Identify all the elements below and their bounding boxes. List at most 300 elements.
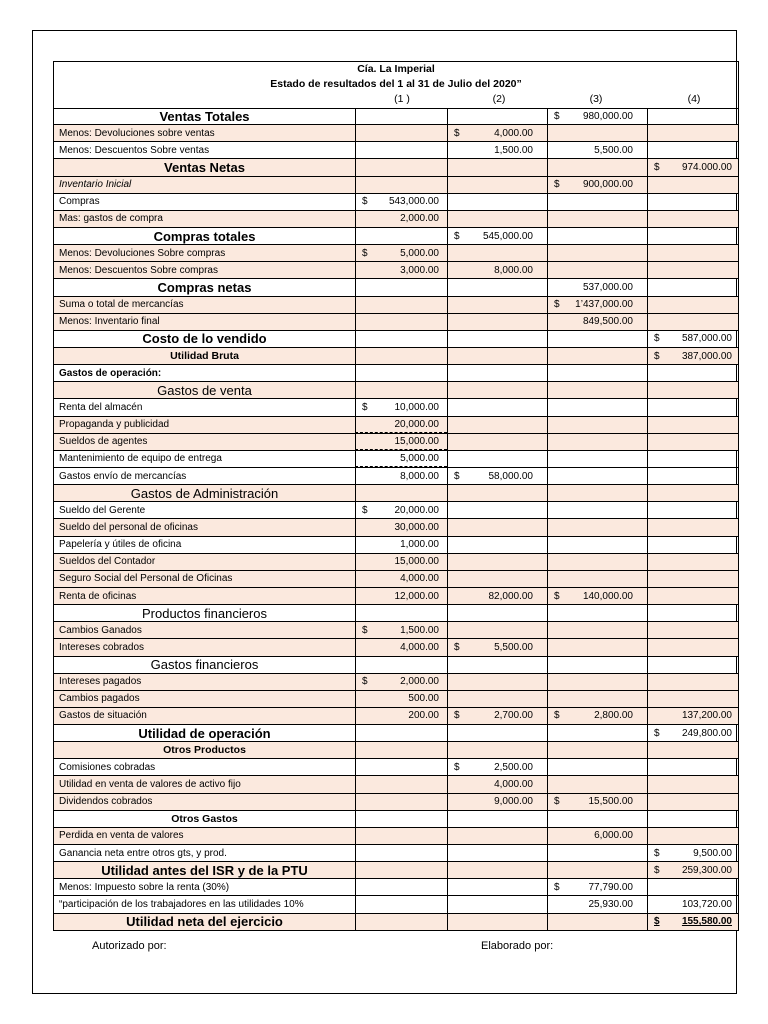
amount-cell-c4 [647,571,739,587]
row-label: “participación de los trabajadores en las utilidades 10% [53,896,355,912]
amount-cell-c3 [547,742,647,758]
amount-value: 25,930.00 [588,899,633,911]
amount-value: 1’437,000.00 [575,299,633,311]
row-label: Menos: Devoluciones sobre ventas [53,125,355,141]
row-label: Gastos de operación: [53,365,355,381]
amount-cell-c1 [355,862,447,878]
amount-cell-c2 [447,828,547,844]
table-row [53,639,739,656]
amount-cell-c2 [447,862,547,878]
table-row [53,862,739,879]
row-label: Renta del almacén [53,399,355,415]
currency-symbol: $ [454,470,460,482]
amount-cell-c4 [647,914,739,930]
currency-symbol: $ [362,401,368,413]
amount-cell-c4 [647,262,739,278]
row-label: Inventario Inicial [53,177,355,193]
table-row [53,519,739,536]
amount-cell-c2 [447,245,547,261]
amount-cell-c2 [447,485,547,501]
amount-cell-c1 [355,348,447,364]
table-row [53,605,739,622]
amount-cell-c3 [547,691,647,707]
row-label: Intereses cobrados [53,639,355,655]
amount-cell-c4 [647,125,739,141]
table-row [53,228,739,245]
amount-cell-c2 [447,811,547,827]
amount-cell-c2 [447,742,547,758]
amount-value: 20,000.00 [394,504,439,516]
amount-cell-c1 [355,742,447,758]
amount-cell-c3 [547,314,647,330]
table-row [53,794,739,811]
amount-cell-c3 [547,862,647,878]
income-statement [53,61,739,931]
amount-cell-c1 [355,828,447,844]
amount-cell-c1 [355,725,447,741]
amount-value: 974.000.00 [681,161,732,173]
amount-cell-c2 [447,639,547,655]
amount-cell-c2 [447,262,547,278]
row-label: Gastos envío de mercancías [53,468,355,484]
amount-cell-c2 [447,382,547,398]
amount-value: 500.00 [408,693,439,705]
table-row [53,674,739,691]
amount-cell-c1 [355,399,447,415]
amount-cell-c2 [447,537,547,553]
amount-cell-c4 [647,245,739,261]
amount-cell-c2 [447,571,547,587]
amount-cell-c4 [647,142,739,158]
amount-value: 900,000.00 [582,179,633,191]
table-row [53,571,739,588]
amount-cell-c1 [355,314,447,330]
amount-cell-c3 [547,657,647,673]
amount-value: 537,000.00 [582,281,633,293]
amount-value: 387,000.00 [681,350,732,362]
currency-symbol: $ [654,161,660,173]
amount-cell-c4 [647,622,739,638]
amount-cell-c1 [355,622,447,638]
amount-cell-c3 [547,896,647,912]
table-row [53,537,739,554]
amount-cell-c1 [355,776,447,792]
amount-cell-c1 [355,794,447,810]
currency-symbol: $ [362,504,368,516]
amount-cell-c3 [547,725,647,741]
row-label: Sueldos de agentes [53,434,355,450]
amount-cell-c2 [447,331,547,347]
amount-cell-c3 [547,485,647,501]
amount-cell-c4 [647,537,739,553]
amount-value: 58,000.00 [488,470,533,482]
amount-cell-c1 [355,159,447,175]
amount-cell-c2 [447,725,547,741]
amount-cell-c2 [447,708,547,724]
amount-cell-c4 [647,177,739,193]
table-row [53,588,739,605]
table-row [53,485,739,502]
amount-cell-c3 [547,794,647,810]
table-row [53,331,739,348]
amount-cell-c1 [355,914,447,930]
amount-cell-c2 [447,297,547,313]
amount-cell-c4 [647,708,739,724]
amount-cell-c1 [355,502,447,518]
row-label: Utilidad antes del ISR y de la PTU [53,862,355,878]
table-row [53,434,739,451]
row-label: Otros Productos [53,742,355,758]
amount-cell-c4 [647,794,739,810]
amount-value: 3,000.00 [400,264,439,276]
table-row [53,159,739,176]
amount-cell-c3 [547,297,647,313]
amount-cell-c2 [447,125,547,141]
amount-cell-c3 [547,776,647,792]
amount-cell-c1 [355,468,447,484]
amount-cell-c2 [447,142,547,158]
amount-value: 4,000.00 [400,641,439,653]
amount-value: 1,500.00 [400,624,439,636]
row-label: Ventas Totales [53,109,355,124]
amount-value: 5,000.00 [400,452,439,464]
amount-value: 545,000.00 [482,230,533,242]
amount-cell-c4 [647,279,739,295]
amount-value: 980,000.00 [582,111,633,123]
amount-cell-c4 [647,502,739,518]
row-label: Compras totales [53,228,355,244]
amount-cell-c4 [647,382,739,398]
amount-cell-c2 [447,451,547,467]
amount-cell-c4 [647,417,739,433]
table-row [53,108,739,125]
currency-symbol: $ [362,196,368,208]
amount-value: 4,000.00 [494,779,533,791]
amount-cell-c1 [355,434,447,450]
amount-cell-c2 [447,399,547,415]
row-label: Sueldo del personal de oficinas [53,519,355,535]
amount-cell-c3 [547,399,647,415]
prepared-by: Elaborado por: [481,940,554,952]
amount-cell-c3 [547,605,647,621]
amount-cell-c2 [447,657,547,673]
currency-symbol: $ [362,247,368,259]
row-label: Sueldo del Gerente [53,502,355,518]
amount-cell-c4 [647,862,739,878]
currency-symbol: $ [654,350,660,362]
amount-cell-c4 [647,434,739,450]
currency-symbol: $ [454,761,460,773]
currency-symbol: $ [454,230,460,242]
table-row [53,622,739,639]
amount-cell-c2 [447,605,547,621]
amount-cell-c1 [355,245,447,261]
column-2-header: (2) [492,93,506,105]
amount-cell-c1 [355,519,447,535]
amount-cell-c1 [355,451,447,467]
currency-symbol: $ [454,710,460,722]
table-row [53,262,739,279]
amount-cell-c3 [547,348,647,364]
amount-cell-c1 [355,177,447,193]
amount-value: 1,500.00 [494,144,533,156]
row-label: Mas: gastos de compra [53,211,355,227]
table-row [53,279,739,296]
currency-symbol: $ [554,590,560,602]
table-row [53,125,739,142]
table-row [53,365,739,382]
row-label: Propaganda y publicidad [53,417,355,433]
amount-value: 140,000.00 [582,590,633,602]
row-label: Dividendos cobrados [53,794,355,810]
amount-value: 1,000.00 [400,539,439,551]
amount-cell-c2 [447,159,547,175]
amount-cell-c2 [447,519,547,535]
amount-cell-c4 [647,348,739,364]
amount-cell-c4 [647,297,739,313]
amount-value: 9,500.00 [693,847,732,859]
amount-cell-c4 [647,742,739,758]
table-row [53,896,739,913]
amount-cell-c4 [647,725,739,741]
row-label: Gastos de Administración [53,485,355,501]
row-label: Menos: Inventario final [53,314,355,330]
amount-cell-c3 [547,382,647,398]
amount-value: 155,580.00 [681,916,732,928]
row-label: Productos financieros [53,605,355,621]
amount-cell-c1 [355,365,447,381]
row-label: Costo de lo vendido [53,331,355,347]
table-row [53,742,739,759]
amount-cell-c1 [355,228,447,244]
row-label: Seguro Social del Personal de Oficinas [53,571,355,587]
row-label: Gastos financieros [53,657,355,673]
row-label: Utilidad Bruta [53,348,355,364]
amount-cell-c1 [355,759,447,775]
amount-cell-c1 [355,554,447,570]
amount-cell-c4 [647,674,739,690]
amount-cell-c1 [355,845,447,861]
currency-symbol: $ [554,299,560,311]
amount-cell-c4 [647,879,739,895]
currency-symbol: $ [554,179,560,191]
amount-cell-c4 [647,896,739,912]
amount-cell-c1 [355,109,447,124]
currency-symbol: $ [554,111,560,123]
row-label: Gastos de situación [53,708,355,724]
currency-symbol: $ [454,641,460,653]
currency-symbol: $ [554,710,560,722]
amount-cell-c1 [355,674,447,690]
row-label: Renta de oficinas [53,588,355,604]
amount-value: 5,500.00 [494,641,533,653]
amount-value: 2,000.00 [400,213,439,225]
currency-symbol: $ [362,624,368,636]
amount-value: 6,000.00 [594,830,633,842]
amount-value: 5,500.00 [594,144,633,156]
row-label: Compras [53,194,355,210]
amount-cell-c1 [355,879,447,895]
amount-cell-c4 [647,588,739,604]
table-row [53,177,739,194]
table-row [53,314,739,331]
table-row [53,657,739,674]
amount-cell-c4 [647,194,739,210]
amount-cell-c3 [547,639,647,655]
column-1-header: (1 ) [394,93,410,105]
amount-value: 82,000.00 [488,590,533,602]
amount-cell-c2 [447,794,547,810]
amount-cell-c3 [547,571,647,587]
column-4-header: (4) [687,93,701,105]
table-row [53,776,739,793]
amount-cell-c4 [647,485,739,501]
amount-cell-c4 [647,691,739,707]
amount-value: 2,000.00 [400,676,439,688]
amount-value: 2,800.00 [594,710,633,722]
amount-value: 12,000.00 [394,590,439,602]
amount-value: 9,000.00 [494,796,533,808]
amount-value: 15,000.00 [394,556,439,568]
amount-cell-c2 [447,468,547,484]
column-3-header: (3) [589,93,603,105]
row-label: Menos: Impuesto sobre la renta (30%) [53,879,355,895]
company-name: Cía. La Imperial [357,63,435,75]
amount-cell-c3 [547,674,647,690]
row-label: Ventas Netas [53,159,355,175]
amount-value: 4,000.00 [494,127,533,139]
amount-cell-c3 [547,811,647,827]
amount-cell-c3 [547,537,647,553]
amount-cell-c3 [547,588,647,604]
amount-cell-c3 [547,228,647,244]
row-label: Compras netas [53,279,355,295]
table-row [53,382,739,399]
currency-symbol: $ [554,881,560,893]
amount-cell-c3 [547,708,647,724]
amount-cell-c2 [447,228,547,244]
amount-cell-c4 [647,845,739,861]
amount-cell-c2 [447,348,547,364]
row-label: Sueldos del Contador [53,554,355,570]
amount-value: 2,700.00 [494,710,533,722]
amount-cell-c1 [355,605,447,621]
amount-cell-c3 [547,177,647,193]
amount-cell-c2 [447,365,547,381]
amount-cell-c4 [647,228,739,244]
amount-cell-c2 [447,109,547,124]
amount-cell-c3 [547,417,647,433]
table-row [53,811,739,828]
amount-cell-c1 [355,708,447,724]
amount-cell-c4 [647,811,739,827]
row-label: Utilidad en venta de valores de activo fijo [53,776,355,792]
table-row [53,554,739,571]
table-row [53,417,739,434]
amount-cell-c2 [447,314,547,330]
row-label: Utilidad neta del ejercicio [53,914,355,930]
row-label: Menos: Devoluciones Sobre compras [53,245,355,261]
amount-cell-c1 [355,896,447,912]
amount-cell-c4 [647,639,739,655]
amount-cell-c1 [355,194,447,210]
row-label: Perdida en venta de valores [53,828,355,844]
amount-value: 77,790.00 [588,881,633,893]
amount-cell-c4 [647,109,739,124]
currency-symbol: $ [554,796,560,808]
amount-value: 2,500.00 [494,761,533,773]
amount-cell-c2 [447,434,547,450]
amount-value: 5,000.00 [400,247,439,259]
amount-cell-c1 [355,485,447,501]
currency-symbol: $ [362,676,368,688]
amount-value: 137,200.00 [681,710,732,722]
amount-cell-c1 [355,142,447,158]
amount-cell-c4 [647,399,739,415]
amount-cell-c3 [547,845,647,861]
amount-cell-c2 [447,622,547,638]
amount-cell-c3 [547,451,647,467]
row-label: Cambios pagados [53,691,355,707]
amount-cell-c4 [647,605,739,621]
amount-cell-c3 [547,159,647,175]
table-row [53,468,739,485]
amount-cell-c2 [447,674,547,690]
amount-cell-c3 [547,125,647,141]
amount-cell-c1 [355,297,447,313]
amount-cell-c4 [647,314,739,330]
amount-cell-c2 [447,845,547,861]
amount-cell-c3 [547,262,647,278]
amount-cell-c3 [547,622,647,638]
authorized-by: Autorizado por: [92,940,167,952]
amount-cell-c1 [355,657,447,673]
amount-cell-c2 [447,914,547,930]
statement-rows [53,108,739,931]
amount-value: 4,000.00 [400,573,439,585]
table-row [53,914,739,931]
amount-cell-c4 [647,776,739,792]
amount-cell-c3 [547,914,647,930]
amount-cell-c4 [647,519,739,535]
amount-cell-c3 [547,245,647,261]
amount-cell-c1 [355,382,447,398]
currency-symbol: $ [654,333,660,345]
amount-cell-c4 [647,365,739,381]
amount-cell-c1 [355,691,447,707]
row-label: Papelería y útiles de oficina [53,537,355,553]
table-row [53,399,739,416]
amount-cell-c3 [547,142,647,158]
amount-cell-c2 [447,691,547,707]
amount-value: 8,000.00 [400,470,439,482]
amount-cell-c3 [547,434,647,450]
amount-cell-c1 [355,125,447,141]
row-label: Utilidad de operación [53,725,355,741]
currency-symbol: $ [654,864,660,876]
amount-cell-c4 [647,657,739,673]
amount-cell-c2 [447,759,547,775]
amount-cell-c3 [547,879,647,895]
amount-cell-c2 [447,211,547,227]
amount-cell-c2 [447,554,547,570]
table-row [53,194,739,211]
amount-value: 10,000.00 [394,401,439,413]
amount-value: 587,000.00 [681,333,732,345]
amount-cell-c1 [355,279,447,295]
amount-cell-c1 [355,211,447,227]
amount-cell-c1 [355,571,447,587]
